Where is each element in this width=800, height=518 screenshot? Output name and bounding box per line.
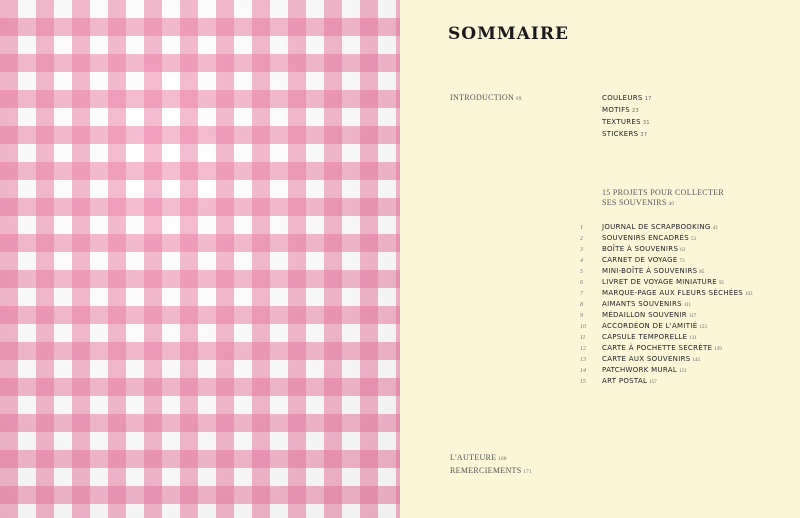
toc-entry-page: 63 bbox=[680, 248, 686, 253]
toc-entry-label: JOURNAL DE SCRAPBOOKING bbox=[602, 223, 711, 231]
section-list bbox=[602, 93, 652, 141]
table-of-contents-page bbox=[400, 0, 800, 518]
toc-entry-page: 151 bbox=[679, 369, 687, 374]
toc-entry-label: BOÎTE À SOUVENIRS bbox=[602, 245, 679, 253]
toc-entry-motifs bbox=[602, 105, 652, 117]
project-number: 7 bbox=[580, 291, 583, 297]
project-number: 10 bbox=[580, 324, 586, 330]
project-entry bbox=[580, 274, 753, 285]
project-number: 6 bbox=[580, 280, 583, 286]
toc-entry-page: 157 bbox=[649, 380, 657, 385]
projects-heading-line: 15 PROJETS POUR COLLECTER bbox=[602, 188, 724, 197]
project-entry bbox=[580, 219, 753, 230]
project-entry bbox=[580, 296, 753, 307]
project-number: 12 bbox=[580, 346, 586, 352]
toc-entry-label: ART POSTAL bbox=[602, 377, 648, 385]
toc-entry-page: 171 bbox=[523, 470, 532, 475]
project-entry bbox=[580, 252, 753, 263]
toc-entry-label: PATCHWORK MURAL bbox=[602, 366, 678, 374]
toc-entry-page: 43 bbox=[712, 226, 718, 231]
project-entry bbox=[580, 340, 753, 351]
toc-entry-auteure bbox=[450, 452, 532, 465]
toc-entry-label: ACCORDÉON DE L'AMITIÉ bbox=[602, 322, 698, 330]
project-entry bbox=[580, 307, 753, 318]
project-number: 1 bbox=[580, 225, 583, 231]
toc-entry-label: MOTIFS bbox=[602, 106, 631, 114]
toc-entry-page: 123 bbox=[699, 325, 707, 330]
toc-entry-stickers bbox=[602, 129, 652, 141]
project-number: 15 bbox=[580, 379, 586, 385]
toc-entry-page: 139 bbox=[714, 347, 722, 352]
project-number: 5 bbox=[580, 269, 583, 275]
project-entry bbox=[580, 362, 753, 373]
toc-entry-label: STICKERS bbox=[602, 130, 639, 138]
project-entry bbox=[580, 285, 753, 296]
toc-entry-label: CARTE À POCHETTE SECRÈTE bbox=[602, 344, 713, 352]
toc-entry-page: 09 bbox=[516, 97, 522, 102]
toc-entry-page: 37 bbox=[640, 132, 648, 138]
toc-entry-label: CAPSULE TEMPORELLE bbox=[602, 333, 688, 341]
toc-entry-page: 17 bbox=[644, 96, 652, 102]
toc-entry-page: 31 bbox=[642, 120, 650, 126]
toc-entry-page: 85 bbox=[699, 270, 705, 275]
toc-entry-label: REMERCIEMENTS bbox=[450, 466, 522, 475]
toc-entry-page: 40 bbox=[668, 202, 675, 207]
project-number: 14 bbox=[580, 368, 586, 374]
toc-entry-page: 117 bbox=[688, 314, 697, 319]
projects-heading-line: SES SOUVENIRS bbox=[602, 198, 667, 207]
project-entry bbox=[580, 329, 753, 340]
toc-entry-remerciements bbox=[450, 465, 532, 478]
toc-entry-label: AIMANTS SOUVENIRS bbox=[602, 300, 682, 308]
toc-entry-label: MARQUE-PAGE AUX FLEURS SÉCHÉES bbox=[602, 289, 744, 297]
project-number: 8 bbox=[580, 302, 583, 308]
toc-entry-introduction bbox=[450, 93, 522, 102]
page-title: SOMMAIRE bbox=[448, 24, 569, 44]
project-number: 9 bbox=[580, 313, 583, 319]
toc-entry-label: CARTE AUX SOUVENIRS bbox=[602, 355, 691, 363]
projects-list bbox=[580, 219, 753, 384]
toc-entry-couleurs bbox=[602, 93, 652, 105]
project-number: 2 bbox=[580, 236, 583, 242]
toc-entry-label: MINI-BOÎTE À SOUVENIRS bbox=[602, 267, 698, 275]
project-entry bbox=[580, 351, 753, 362]
project-number: 13 bbox=[580, 357, 586, 363]
toc-entry-page: 73 bbox=[679, 259, 685, 264]
project-entry bbox=[580, 373, 753, 384]
project-number: 4 bbox=[580, 258, 583, 264]
toc-entry-label: COULEURS bbox=[602, 94, 643, 102]
toc-entry-page: 145 bbox=[692, 358, 700, 363]
project-entry bbox=[580, 241, 753, 252]
toc-entry-page: 131 bbox=[689, 336, 697, 341]
project-entry bbox=[580, 230, 753, 241]
projects-heading bbox=[602, 188, 762, 210]
toc-entry-label: TEXTURES bbox=[602, 118, 641, 126]
toc-entry-label: INTRODUCTION bbox=[450, 93, 515, 102]
footer-entries bbox=[450, 452, 532, 478]
toc-entry-label: CARNET DE VOYAGE bbox=[602, 256, 678, 264]
project-number: 3 bbox=[580, 247, 583, 253]
toc-entry-label: SOUVENIRS ENCADRÉS bbox=[602, 234, 689, 242]
toc-entry-page: 111 bbox=[683, 303, 691, 308]
project-number: 11 bbox=[580, 335, 586, 341]
toc-entry-textures bbox=[602, 117, 652, 129]
project-entry bbox=[580, 263, 753, 274]
toc-entry-page: 103 bbox=[745, 292, 753, 297]
toc-entry-label: L'AUTEURE bbox=[450, 453, 497, 462]
project-entry bbox=[580, 318, 753, 329]
toc-entry-page: 95 bbox=[718, 281, 724, 286]
toc-entry-page: 53 bbox=[690, 237, 696, 242]
toc-entry-page: 168 bbox=[498, 457, 507, 462]
toc-entry-page: 23 bbox=[632, 108, 640, 114]
toc-entry-label: MÉDAILLON SOUVENIR bbox=[602, 311, 687, 319]
toc-entry-label: LIVRET DE VOYAGE MINIATURE bbox=[602, 278, 717, 286]
